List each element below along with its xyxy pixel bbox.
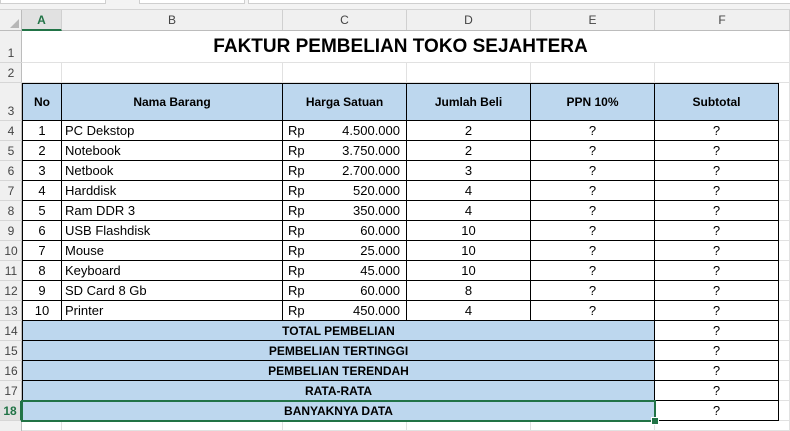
item-ppn[interactable]: ? xyxy=(531,141,655,161)
row-header-13[interactable]: 13 xyxy=(0,301,22,321)
item-subtotal[interactable]: ? xyxy=(655,121,779,141)
currency-label: Rp xyxy=(288,303,305,318)
currency-label: Rp xyxy=(288,143,305,158)
item-price[interactable] xyxy=(283,181,407,201)
currency-label: Rp xyxy=(288,203,305,218)
item-ppn[interactable]: ? xyxy=(531,281,655,301)
item-price[interactable] xyxy=(283,201,407,221)
grid-cell[interactable] xyxy=(22,421,62,431)
grid-cell[interactable] xyxy=(22,63,62,83)
item-name[interactable]: Printer xyxy=(62,301,283,321)
grid-cell[interactable] xyxy=(531,63,655,83)
item-name[interactable]: Keyboard xyxy=(62,261,283,281)
summary-value[interactable]: ? xyxy=(655,401,779,421)
price-value: 60.000 xyxy=(360,223,400,238)
item-price[interactable] xyxy=(283,261,407,281)
item-no[interactable]: 8 xyxy=(22,261,62,281)
price-value: 450.000 xyxy=(353,303,400,318)
row-header-8[interactable]: 8 xyxy=(0,201,22,221)
item-price[interactable] xyxy=(283,281,407,301)
price-value: 3.750.000 xyxy=(342,143,400,158)
summary-label[interactable]: PEMBELIAN TERENDAH xyxy=(22,361,655,381)
item-quantity[interactable]: 4 xyxy=(407,201,531,221)
price-value: 4.500.000 xyxy=(342,123,400,138)
item-ppn[interactable]: ? xyxy=(531,241,655,261)
grid-cell[interactable] xyxy=(655,421,790,431)
item-name[interactable]: Harddisk xyxy=(62,181,283,201)
item-ppn[interactable]: ? xyxy=(531,161,655,181)
column-header-c[interactable]: C xyxy=(283,10,407,30)
header-harga-satuan[interactable]: Harga Satuan xyxy=(283,83,407,121)
grid-cell[interactable] xyxy=(62,63,283,83)
item-name[interactable]: Notebook xyxy=(62,141,283,161)
row-header-5[interactable]: 5 xyxy=(0,141,22,161)
currency-label: Rp xyxy=(288,243,305,258)
summary-label[interactable]: TOTAL PEMBELIAN xyxy=(22,321,655,341)
currency-label: Rp xyxy=(288,263,305,278)
invoice-title[interactable]: FAKTUR PEMBELIAN TOKO SEJAHTERA xyxy=(22,31,779,62)
item-subtotal[interactable]: ? xyxy=(655,241,779,261)
item-no[interactable]: 5 xyxy=(22,201,62,221)
item-quantity[interactable]: 10 xyxy=(407,241,531,261)
item-ppn[interactable]: ? xyxy=(531,181,655,201)
price-value: 25.000 xyxy=(360,243,400,258)
row-header-14[interactable]: 14 xyxy=(0,321,22,341)
item-ppn[interactable]: ? xyxy=(531,221,655,241)
item-no[interactable]: 3 xyxy=(22,161,62,181)
item-subtotal[interactable]: ? xyxy=(655,181,779,201)
item-no[interactable]: 6 xyxy=(22,221,62,241)
row-header-16[interactable]: 16 xyxy=(0,361,22,381)
item-name[interactable]: Ram DDR 3 xyxy=(62,201,283,221)
column-header-e[interactable]: E xyxy=(531,10,655,30)
item-quantity[interactable]: 2 xyxy=(407,121,531,141)
fill-handle[interactable] xyxy=(651,417,659,425)
currency-label: Rp xyxy=(288,163,305,178)
row-header-12[interactable]: 12 xyxy=(0,281,22,301)
row-header-18[interactable]: 18 xyxy=(0,401,22,421)
grid-cell[interactable] xyxy=(283,421,407,431)
item-no[interactable]: 2 xyxy=(22,141,62,161)
header-subtotal[interactable]: Subtotal xyxy=(655,83,779,121)
row-header-9[interactable]: 9 xyxy=(0,221,22,241)
row-headers xyxy=(0,31,22,431)
item-price[interactable] xyxy=(283,121,407,141)
price-value: 350.000 xyxy=(353,203,400,218)
item-subtotal[interactable]: ? xyxy=(655,261,779,281)
currency-label: Rp xyxy=(288,283,305,298)
item-ppn[interactable]: ? xyxy=(531,201,655,221)
item-name[interactable]: Netbook xyxy=(62,161,283,181)
price-value: 2.700.000 xyxy=(342,163,400,178)
price-value: 520.000 xyxy=(353,183,400,198)
item-quantity[interactable]: 4 xyxy=(407,181,531,201)
header-ppn[interactable]: PPN 10% xyxy=(531,83,655,121)
item-subtotal[interactable]: ? xyxy=(655,301,779,321)
item-price[interactable] xyxy=(283,241,407,261)
header-no[interactable]: No xyxy=(22,83,62,121)
grid-cell[interactable] xyxy=(407,63,531,83)
row-header-4[interactable]: 4 xyxy=(0,121,22,141)
item-name[interactable]: SD Card 8 Gb xyxy=(62,281,283,301)
summary-value[interactable]: ? xyxy=(655,321,779,341)
item-no[interactable]: 9 xyxy=(22,281,62,301)
header-jumlah-beli[interactable]: Jumlah Beli xyxy=(407,83,531,121)
item-quantity[interactable]: 10 xyxy=(407,221,531,241)
price-value: 45.000 xyxy=(360,263,400,278)
summary-value[interactable]: ? xyxy=(655,341,779,361)
summary-label[interactable]: PEMBELIAN TERTINGGI xyxy=(22,341,655,361)
item-name[interactable]: PC Dekstop xyxy=(62,121,283,141)
item-ppn[interactable]: ? xyxy=(531,121,655,141)
column-headers xyxy=(0,10,790,31)
item-quantity[interactable]: 4 xyxy=(407,301,531,321)
row-header-7[interactable]: 7 xyxy=(0,181,22,201)
column-header-f[interactable]: F xyxy=(655,10,790,30)
row-header-6[interactable]: 6 xyxy=(0,161,22,181)
column-header-a[interactable]: A xyxy=(22,10,62,31)
item-subtotal[interactable]: ? xyxy=(655,281,779,301)
item-price[interactable] xyxy=(283,221,407,241)
grid-cell[interactable] xyxy=(407,421,531,431)
item-no[interactable]: 10 xyxy=(22,301,62,321)
header-nama-barang[interactable]: Nama Barang xyxy=(62,83,283,121)
item-quantity[interactable]: 2 xyxy=(407,141,531,161)
select-all-button[interactable] xyxy=(0,10,22,30)
item-quantity[interactable]: 3 xyxy=(407,161,531,181)
summary-value[interactable]: ? xyxy=(655,381,779,401)
currency-label: Rp xyxy=(288,183,305,198)
row-header-15[interactable]: 15 xyxy=(0,341,22,361)
summary-value[interactable]: ? xyxy=(655,361,779,381)
item-quantity[interactable]: 8 xyxy=(407,281,531,301)
item-price[interactable] xyxy=(283,161,407,181)
item-price[interactable] xyxy=(283,301,407,321)
item-subtotal[interactable]: ? xyxy=(655,161,779,181)
item-subtotal[interactable]: ? xyxy=(655,201,779,221)
grid-cell[interactable] xyxy=(655,63,790,83)
item-price[interactable] xyxy=(283,141,407,161)
item-name[interactable]: Mouse xyxy=(62,241,283,261)
grid-cell[interactable] xyxy=(531,421,655,431)
currency-label: Rp xyxy=(288,123,305,138)
item-quantity[interactable]: 10 xyxy=(407,261,531,281)
item-name[interactable]: USB Flashdisk xyxy=(62,221,283,241)
currency-label: Rp xyxy=(288,223,305,238)
item-no[interactable]: 4 xyxy=(22,181,62,201)
row-header-3[interactable]: 3 xyxy=(0,83,22,121)
price-value: 60.000 xyxy=(360,283,400,298)
grid-cell[interactable] xyxy=(283,63,407,83)
row-header-10[interactable]: 10 xyxy=(0,241,22,261)
column-header-b[interactable]: B xyxy=(62,10,283,30)
grid-cell[interactable] xyxy=(62,421,283,431)
summary-label[interactable]: RATA-RATA xyxy=(22,381,655,401)
item-subtotal[interactable]: ? xyxy=(655,141,779,161)
item-ppn[interactable]: ? xyxy=(531,261,655,281)
row-header-2[interactable]: 2 xyxy=(0,63,22,83)
item-no[interactable]: 7 xyxy=(22,241,62,261)
item-no[interactable]: 1 xyxy=(22,121,62,141)
column-header-d[interactable]: D xyxy=(407,10,531,30)
row-header-1[interactable]: 1 xyxy=(0,31,22,63)
item-subtotal[interactable]: ? xyxy=(655,221,779,241)
item-ppn[interactable]: ? xyxy=(531,301,655,321)
row-header-11[interactable]: 11 xyxy=(0,261,22,281)
summary-label[interactable]: BANYAKNYA DATA xyxy=(22,401,655,421)
ribbon-edge xyxy=(0,0,790,10)
row-header-17[interactable]: 17 xyxy=(0,381,22,401)
